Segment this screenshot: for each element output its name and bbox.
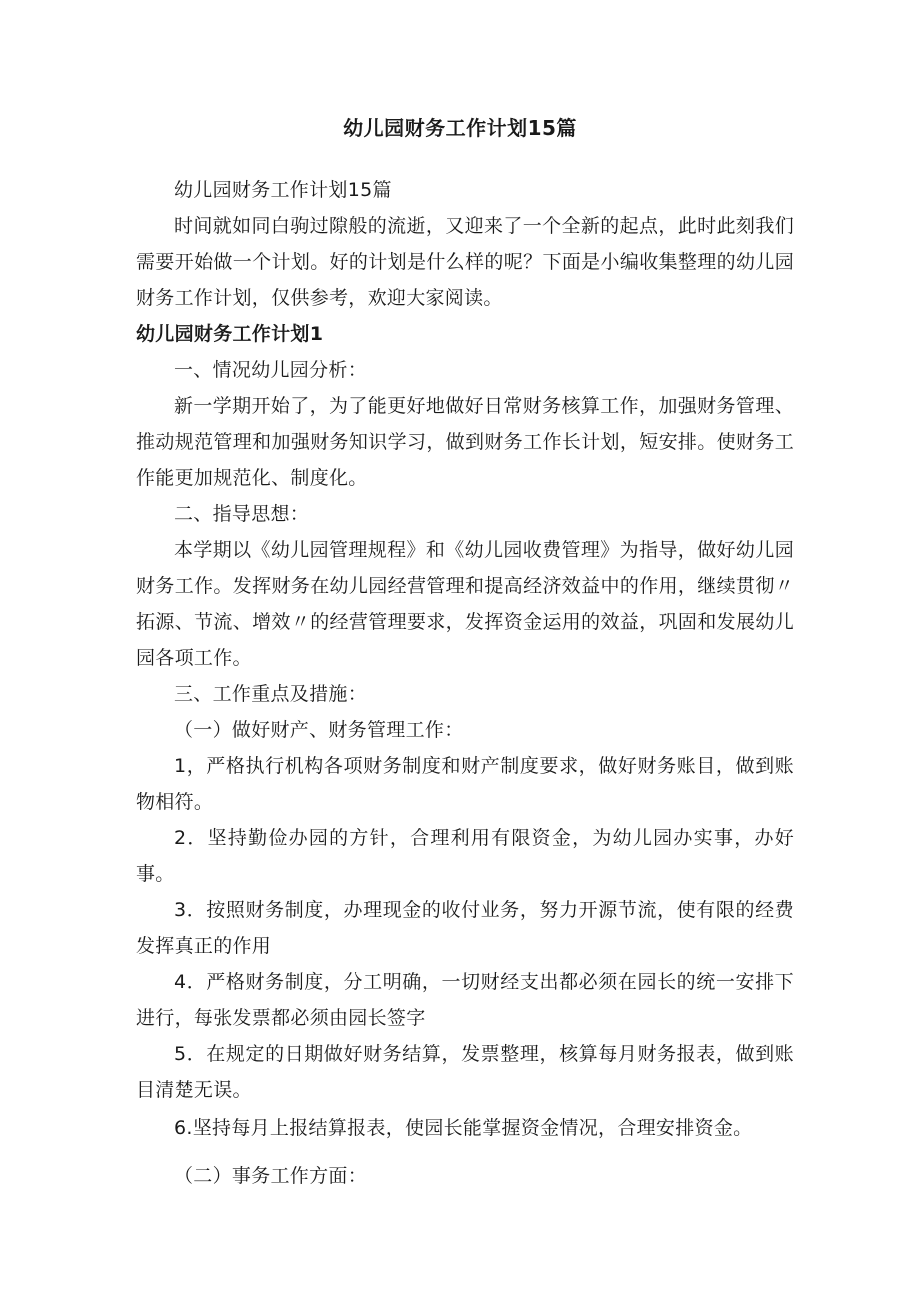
section-heading-plan-1: 幼儿园财务工作计划1 xyxy=(136,323,324,345)
list-item: 2．坚持勤俭办园的方针，合理利用有限资金，为幼儿园办实事，办好事。 xyxy=(136,827,794,885)
list-item: 4．严格财务制度，分工明确，一切财经支出都必须在园长的统一安排下进行，每张发票都必须由园长签字 xyxy=(136,971,794,1029)
document-title: 幼儿园财务工作计划15篇 xyxy=(343,116,577,140)
list-item: 1，严格执行机构各项财务制度和财产制度要求，做好财务账目，做到账物相符。 xyxy=(136,755,794,813)
part-3-heading: 三、工作重点及措施： xyxy=(174,683,368,705)
part-1-paragraph: 新一学期开始了，为了能更好地做好日常财务核算工作，加强财务管理、推动规范管理和加强财务知识学习，做到财务工作长计划，短安排。使财务工作能更加规范化、制度化。 xyxy=(136,395,794,489)
intro-paragraph: 时间就如同白驹过隙般的流逝，又迎来了一个全新的起点，此时此刻我们需要开始做一个计划。好的计划是什么样的呢？下面是小编收集整理的幼儿园财务工作计划，仅供参考，欢迎大家阅读。 xyxy=(136,215,794,309)
document-subtitle: 幼儿园财务工作计划15篇 xyxy=(174,179,392,201)
subsection-1-heading: （一）做好财产、财务管理工作： xyxy=(174,719,464,741)
part-2-heading: 二、指导思想： xyxy=(174,503,310,525)
list-item: 3．按照财务制度，办理现金的收付业务，努力开源节流，使有限的经费发挥真正的作用 xyxy=(136,899,794,957)
list-item: 6.坚持每月上报结算报表，使园长能掌握资金情况，合理安排资金。 xyxy=(174,1117,753,1139)
part-2-paragraph: 本学期以《幼儿园管理规程》和《幼儿园收费管理》为指导，做好幼儿园财务工作。发挥财务在幼儿园经营管理和提高经济效益中的作用，继续贯彻〃拓源、节流、增效〃的经营管理要求，发挥资金运用的效益，巩固和发展幼儿园各项工作。 xyxy=(136,539,794,669)
list-item: 5．在规定的日期做好财务结算，发票整理，核算每月财务报表，做到账目清楚无误。 xyxy=(136,1043,794,1101)
subsection-2-heading: （二）事务工作方面： xyxy=(174,1165,368,1187)
part-1-heading: 一、情况幼儿园分析： xyxy=(174,359,368,381)
